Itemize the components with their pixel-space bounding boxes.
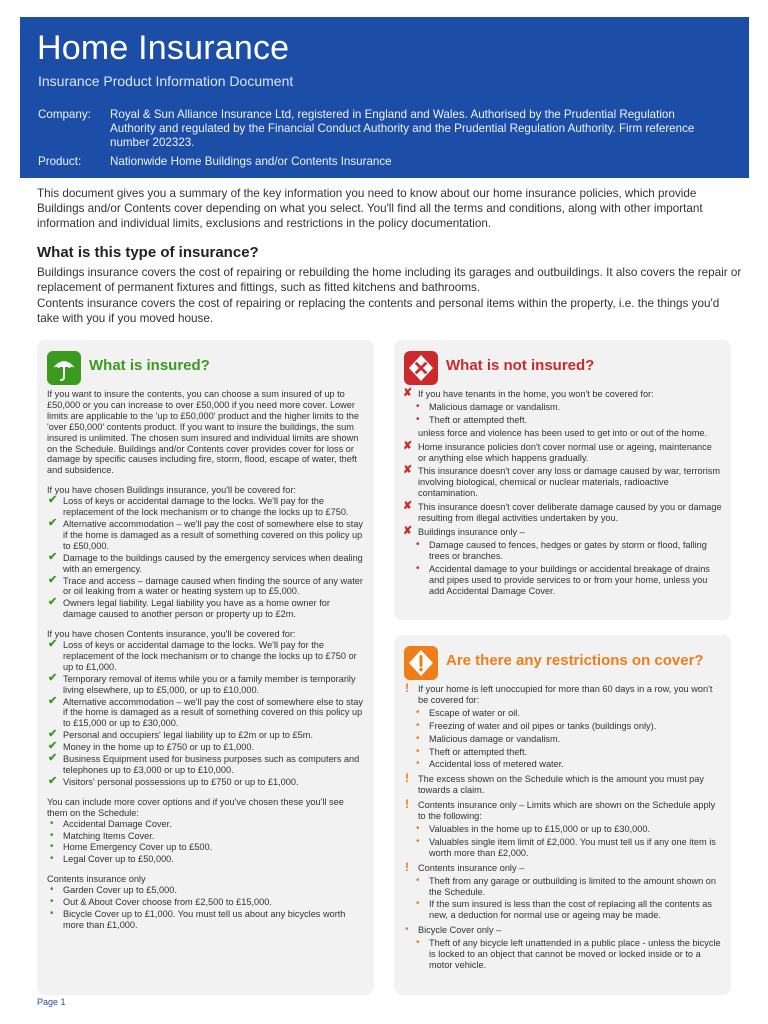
contents-item	[47, 774, 365, 788]
bullet-icon: •	[50, 907, 54, 919]
exclamation-icon: !	[405, 771, 409, 786]
option-item	[47, 842, 365, 853]
warning-icon	[404, 646, 438, 680]
insured-title: What is insured?	[89, 357, 210, 374]
cross-mark-icon: ✘	[403, 464, 413, 477]
exclusion-text: This insurance doesn't cover any loss or damage caused by war, terrorism involving biological, chemical or nuclear materials, radioactive contamination.	[418, 466, 721, 499]
exclusion	[402, 389, 722, 400]
contents-only-lead: Contents insurance only	[47, 874, 146, 885]
restriction	[402, 859, 722, 874]
bullet-icon: •	[416, 562, 420, 574]
bullet-icon: •	[416, 719, 420, 731]
contents-item-text: Alternative accommodation – we'll pay the cost of somewhere else to stay if the home is damaged as a result of something covered on this policy up to £15,000 or up to £30,000.	[63, 696, 363, 729]
option-item-text: Accidental Damage Cover.	[63, 818, 172, 829]
buildings-item	[47, 598, 365, 620]
intro-text: This document gives you a summary of the key information you need to know about our home insurance policies, which provide Buildings and/or Contents cover depending on what you select. You'll find all the terms and conditions, along with other important information and individual limits, exclusions and restrictions in the policy documentation.	[37, 187, 703, 230]
exclusion	[402, 524, 722, 538]
bullet-icon: •	[416, 874, 420, 886]
exclusion	[402, 466, 722, 499]
bullet-icon: •	[50, 829, 54, 841]
restriction	[402, 797, 722, 822]
restriction-sub-text: Freezing of water and oil pipes or tanks (buildings only).	[429, 720, 657, 731]
option-item	[47, 831, 365, 842]
buildings-lead: If you have chosen Buildings insurance, you'll be covered for:	[47, 485, 296, 496]
restriction	[402, 771, 722, 796]
restriction-sub-text: Valuables single item limit of £2,000. You must tell us if any one item is worth more than £2,000.	[429, 836, 716, 858]
check-icon: ✔	[48, 694, 58, 707]
options-lead: You can include more cover options and if you've chosen these you'll see them on the Schedule:	[47, 796, 344, 818]
exclusion-sub	[402, 540, 722, 562]
restriction-sub	[402, 899, 722, 921]
page-number: Page 1	[37, 997, 66, 1007]
check-icon: ✔	[48, 638, 58, 651]
product-label: Product:	[38, 155, 82, 168]
restriction-text: If your home is left unoccupied for more than 60 days in a row, you won't be covered for:	[418, 684, 713, 705]
restriction	[402, 681, 722, 706]
restriction-sub	[402, 824, 722, 835]
restriction-sub	[402, 721, 722, 732]
restriction-sub	[402, 747, 722, 758]
exclusion-sub	[402, 564, 722, 597]
buildings-description: Buildings insurance covers the cost of repairing or rebuilding the home including its garages and outbuildings. It also covers the repair or replacement of permanent fixtures and fittings, such as fitted kitchens and bathrooms.	[37, 266, 742, 294]
buildings-item-text: Alternative accommodation – we'll pay the cost of somewhere else to stay if the home is damaged as a result of something covered on this policy up to £50,000.	[63, 518, 363, 551]
cross-mark-icon: ✘	[403, 387, 413, 399]
exclusion-sub-text: Theft or attempted theft.	[429, 414, 528, 425]
bullet-icon: •	[416, 413, 420, 425]
contents-description: Contents insurance covers the cost of repairing or replacing the contents and personal items within the property, i.e. the things you'd take with you if you moved house.	[37, 297, 720, 325]
restriction-sub-text: Accidental loss of metered water.	[429, 759, 564, 770]
company-text: Royal & Sun Alliance Insurance Ltd, registered in England and Wales. Authorised by the Prudential Regulation Authority and regulated by the Financial Conduct Authority and the Prudential Regulation Authority. Firm reference number 202323.	[110, 108, 695, 149]
bullet-icon: •	[416, 835, 420, 847]
buildings-item-text: Trace and access – damage caused when finding the source of any water or oil leaking from a water or heating system up to £5,000.	[63, 575, 363, 597]
bullet-icon: •	[416, 758, 420, 770]
restrictions-card	[394, 635, 731, 995]
option-item	[47, 819, 365, 830]
contents-only-item	[47, 909, 365, 931]
exclamation-icon: !	[405, 859, 409, 874]
buildings-item	[47, 550, 365, 575]
document-subtitle: Insurance Product Information Document	[38, 73, 294, 89]
contents-only-item-text: Garden Cover up to £5,000.	[63, 885, 177, 896]
restriction-text: Contents insurance only –	[418, 862, 525, 873]
section-heading: What is this type of insurance?	[37, 244, 259, 261]
bullet-icon: •	[50, 853, 54, 865]
contents-only-item-text: Bicycle Cover up to £1,000. You must tell us about any bicycles worth more than £1,000.	[63, 908, 346, 930]
restriction-sub-text: Malicious damage or vandalism.	[429, 733, 561, 744]
restrictions-title: Are there any restrictions on cover?	[446, 652, 704, 669]
option-item-text: Home Emergency Cover up to £500.	[63, 842, 213, 853]
option-item-text: Legal Cover up to £50,000.	[63, 854, 174, 865]
exclusion-text: Buildings insurance only –	[418, 526, 525, 537]
restriction-sub-text: Escape of water or oil.	[429, 707, 520, 718]
exclusion-sub-text: Malicious damage or vandalism.	[429, 401, 561, 412]
check-icon: ✔	[48, 494, 58, 507]
contents-lead: If you have chosen Contents insurance, you'll be covered for:	[47, 629, 296, 640]
check-icon: ✔	[48, 774, 58, 787]
bullet-icon: •	[405, 924, 409, 936]
exclusion-tail: unless force and violence has been used to get into or out of the home.	[418, 427, 708, 438]
contents-item	[47, 671, 365, 696]
restriction-sub-text: Theft from any garage or outbuilding is limited to the amount shown on the Schedule.	[429, 875, 717, 897]
bullet-icon: •	[50, 817, 54, 829]
buildings-item-text: Loss of keys or accidental damage to the locks. We'll pay for the replacement of the lock mechanism or to change the locks up to £750.	[63, 496, 349, 518]
bicycle-lead	[402, 925, 722, 936]
not-insured-card	[394, 340, 731, 620]
restrictions-content	[402, 681, 722, 971]
bullet-icon: •	[50, 884, 54, 896]
restriction-sub	[402, 734, 722, 745]
bullet-icon: •	[416, 732, 420, 744]
bullet-icon: •	[416, 706, 420, 718]
exclusion-text: This insurance doesn't cover deliberate damage caused by you or damage resulting from illegal activities undertaken by you.	[418, 502, 722, 524]
bullet-icon: •	[416, 898, 420, 910]
contents-item	[47, 730, 365, 741]
check-icon: ✔	[48, 573, 58, 586]
restriction-sub	[402, 759, 722, 770]
contents-only-item	[47, 897, 365, 908]
buildings-item-text: Damage to the buildings caused by the emergency services when dealing with an emergency.	[63, 552, 363, 574]
buildings-item	[47, 573, 365, 598]
restriction-text: Contents insurance only – Limits which are shown on the Schedule apply to the following:	[418, 800, 716, 822]
check-icon: ✔	[48, 516, 58, 529]
exclusion-sub	[402, 402, 722, 413]
cross-mark-icon: ✘	[403, 524, 413, 537]
check-icon: ✔	[48, 740, 58, 753]
restriction-sub	[402, 837, 722, 859]
exclusion	[402, 439, 722, 464]
restriction-sub	[402, 708, 722, 719]
contents-item-text: Temporary removal of items while you or a family member is temporarily living elsewhere, up to £5,000, or up to £10,000.	[63, 673, 356, 695]
option-item-text: Matching Items Cover.	[63, 830, 155, 841]
bullet-icon: •	[416, 937, 420, 949]
contents-item	[47, 694, 365, 730]
not-insured-title: What is not insured?	[446, 357, 595, 374]
bullet-icon: •	[416, 822, 420, 834]
restriction-sub	[402, 876, 722, 898]
check-icon: ✔	[48, 728, 58, 741]
cross-mark-icon: ✘	[403, 500, 413, 513]
contents-item-text: Visitors' personal possessions up to £750 or up to £1,000.	[63, 776, 299, 787]
bicycle-item	[402, 938, 722, 971]
bullet-icon: •	[50, 841, 54, 853]
check-icon: ✔	[48, 550, 58, 563]
cross-mark-icon: ✘	[403, 439, 413, 452]
insured-card	[37, 340, 374, 995]
restriction-sub-text: If the sum insured is less than the cost of replacing all the contents as new, a deduction for normal use or ageing may be made.	[429, 899, 712, 921]
product-text: Nationwide Home Buildings and/or Contents Insurance	[110, 155, 392, 168]
restriction-sub-text: Valuables in the home up to £15,000 or up to £30,000.	[429, 823, 651, 834]
umbrella-icon	[47, 351, 81, 385]
bullet-icon: •	[416, 538, 420, 550]
document-title: Home Insurance	[37, 29, 290, 67]
exclamation-icon: !	[405, 681, 409, 695]
check-icon: ✔	[48, 752, 58, 765]
contents-item	[47, 754, 365, 776]
contents-item-text: Personal and occupiers' legal liability up to £2m or up to £5m.	[63, 730, 313, 741]
exclusion-sub	[402, 415, 722, 426]
exclusion-text: Home insurance policies don't cover normal use or ageing, maintenance or anything else which happens gradually.	[418, 441, 712, 463]
restriction-text: The excess shown on the Schedule which is the amount you must pay towards a claim.	[418, 774, 704, 796]
not-insured-content	[402, 389, 722, 596]
company-label: Company:	[38, 108, 91, 121]
header-banner	[20, 17, 749, 178]
insured-content	[47, 389, 365, 931]
bullet-icon: •	[50, 896, 54, 908]
exclusion	[402, 502, 722, 524]
restriction-sub-text: Theft or attempted theft.	[429, 746, 528, 757]
contents-item-text: Money in the home up to £750 or up to £1,000.	[63, 742, 255, 753]
option-item	[47, 854, 365, 865]
buildings-item	[47, 496, 365, 518]
buildings-item-text: Owners legal liability. Legal liability you have as a home owner for damage caused to another person or property up to £2m.	[63, 598, 330, 620]
contents-item	[47, 640, 365, 673]
insured-intro: If you want to insure the contents, you can choose a sum insured of up to £50,000 or you can increase to over £50,000 if you need more cover. Lower limits are applicable to the 'up to £50,000' product and the higher limits to the 'over £50,000' contents product. If you want to insure the buildings, the sum insured is unlimited. The chosen sum insured and individual limits are shown on the Schedule. Buildings and/or Contents cover provides cover for loss or damage by specific causes including fire, storm, flood, escape of water, theft and subsidence.	[47, 389, 359, 476]
bullet-icon: •	[416, 400, 420, 412]
bullet-icon: •	[416, 745, 420, 757]
buildings-item	[47, 516, 365, 552]
check-icon: ✔	[48, 596, 58, 609]
exclamation-icon: !	[405, 797, 409, 812]
bicycle-item-text: Theft of any bicycle left unattended in a public place - unless the bicycle is locked to an object that cannot be moved or locked inside or to a motor vehicle.	[429, 938, 721, 970]
contents-item	[47, 742, 365, 753]
check-icon: ✔	[48, 671, 58, 684]
contents-only-item-text: Out & About Cover choose from £2,500 to £15,000.	[63, 897, 272, 908]
contents-item-text: Loss of keys or accidental damage to the locks. We'll pay for the replacement of the lock mechanism or to change the locks up to £750 or up to £1,000.	[63, 640, 357, 672]
exclusion-text: If you have tenants in the home, you won't be covered for:	[418, 389, 654, 399]
cross-icon	[404, 351, 438, 385]
contents-item-text: Business Equipment used for business purposes such as computers and telephones up to £3,000 or up to £10,000.	[63, 754, 360, 775]
exclusion-sub-text: Accidental damage to your buildings or accidental breakage of drains and pipes used to provide services to or from your home, unless you add Accidental Damage Cover.	[429, 563, 710, 596]
bicycle-lead-text: Bicycle Cover only –	[418, 925, 502, 936]
exclusion-sub-text: Damage caused to fences, hedges or gates by storm or flood, falling trees or branches.	[429, 539, 707, 561]
contents-only-item	[47, 885, 365, 896]
